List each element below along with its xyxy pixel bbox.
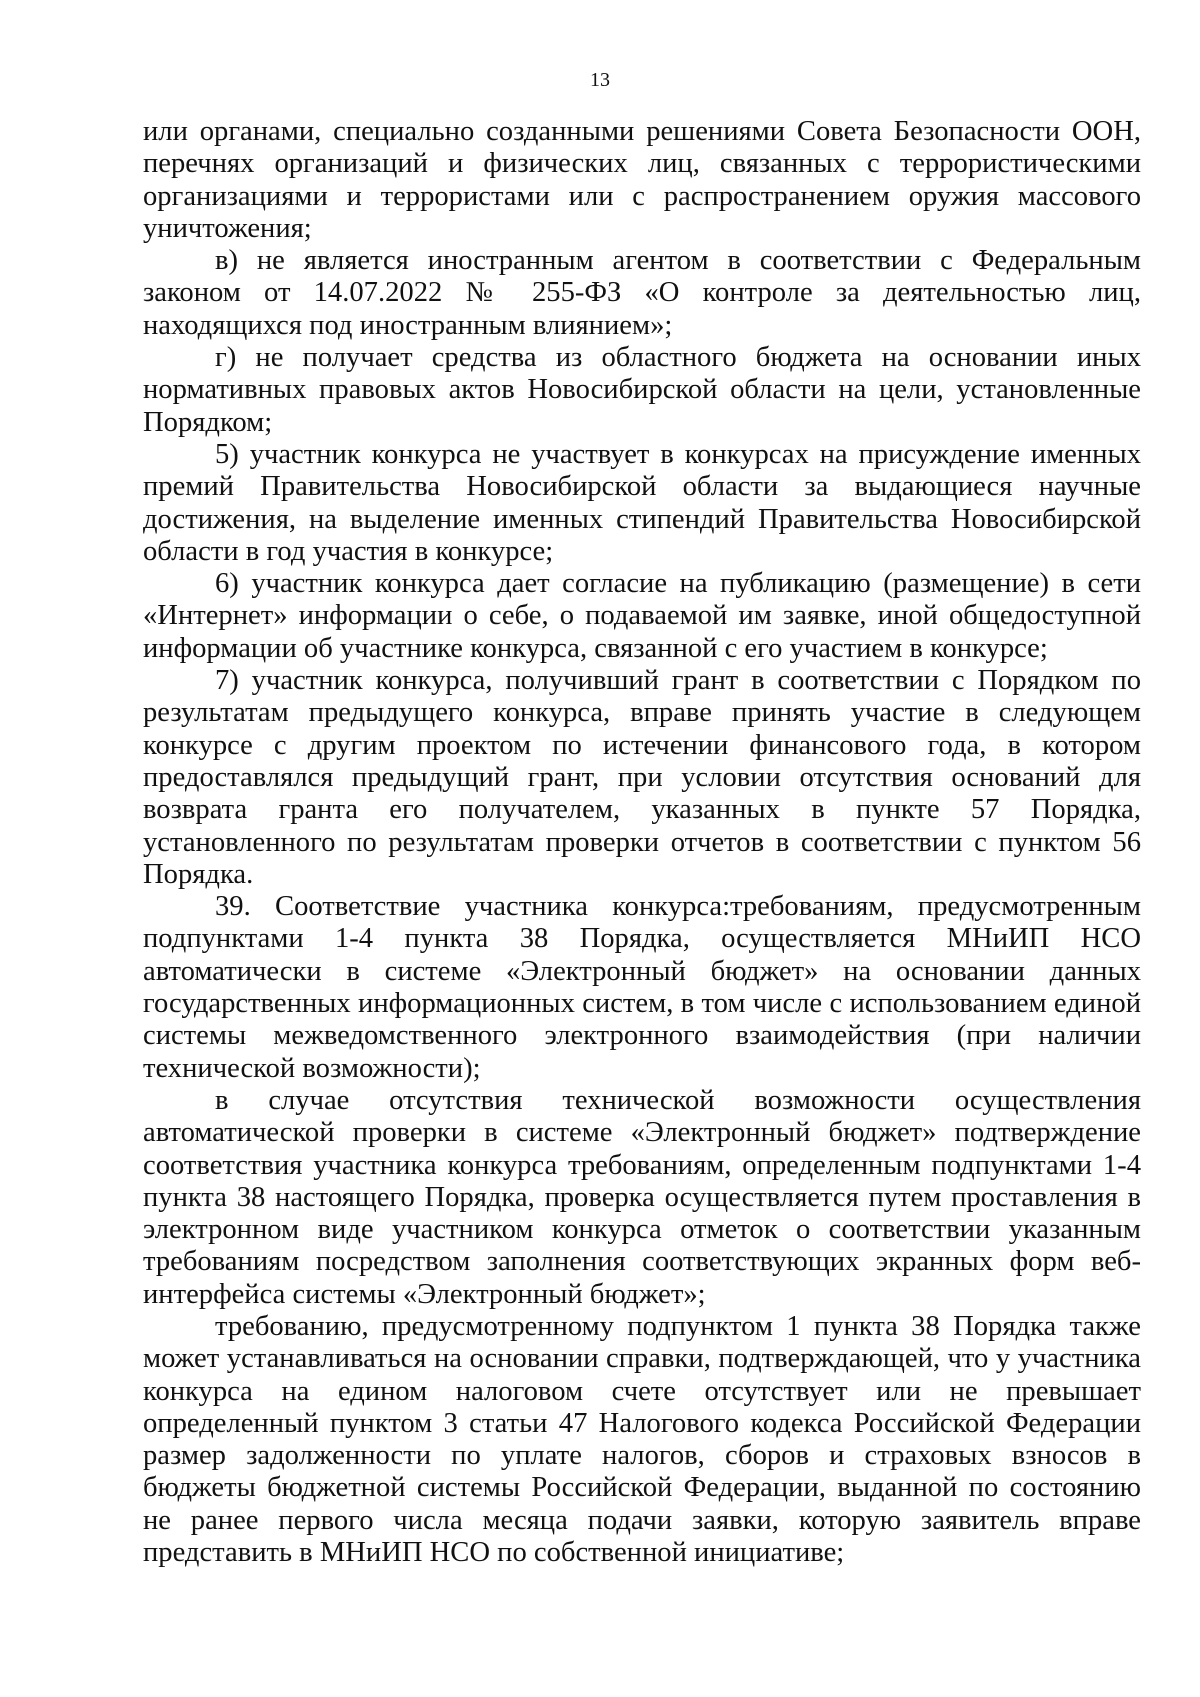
paragraph-item-7: 7) участник конкурса, получивший грант в соответствии с Порядком по результатам предыдущего конкурса, вправе принять участие в следующем конкурсе с другим проектом по истечении финансового года, в котором предоставлялся предыдущий грант, при условии отсутствия оснований для возврата гранта его получателем, указанных в пункте 57 Порядка, установленного по результатам проверки отчетов в соответствии с пунктом 56 Порядка. — [143, 665, 1141, 890]
document-body — [143, 116, 1141, 1569]
paragraph-no-technical-possibility: в случае отсутствия технической возможности осуществления автоматической проверки в системе «Электронный бюджет» подтверждение соответствия участника конкурса требованиям, определенным подпунктами 1-4 пункта 38 настоящего Порядка, проверка осуществляется путем проставления в электронном виде участником конкурса отметок о соответствии указанным требованиям посредством заполнения соответствующих экранных форм веб-интерфейса системы «Электронный бюджет»; — [143, 1084, 1141, 1310]
page-number: 13 — [590, 69, 610, 91]
paragraph-subitem-v: в) не является иностранным агентом в соответствии с Федеральным законом от 14.07.2022 № 255-ФЗ «О контроле за деятельностью лиц, находящихся под иностранным влиянием»; — [143, 245, 1141, 341]
paragraph-tax-certificate: требованию, предусмотренному подпунктом 1 пункта 38 Порядка также может устанавливаться на основании справки, подтверждающей, что у участника конкурса на едином налоговом счете отсутствует или не превышает определенный пунктом 3 статьи 47 Налогового кодекса Российской Федерации размер задолженности по уплате налогов, сборов и страховых взносов в бюджеты бюджетной системы Российской Федерации, выданной по состоянию не ранее первого числа месяца подачи заявки, которую заявитель вправе представить в МНиИП НСО по собственной инициативе; — [143, 1310, 1141, 1569]
paragraph-clause-39: 39. Соответствие участника конкурса:требованиям, предусмотренным подпунктами 1-4 пункта 38 Порядка, осуществляется МНиИП НСО автоматически в системе «Электронный бюджет» на основании данных государственных информационных систем, в том числе с использованием единой системы межведомственного электронного взаимодействия (при наличии технической возможности); — [143, 891, 1141, 1084]
paragraph-item-5: 5) участник конкурса не участвует в конкурсах на присуждение именных премий Правительства Новосибирской области за выдающиеся научные достижения, на выделение именных стипендий Правительства Новосибирской области в год участия в конкурсе; — [143, 438, 1141, 567]
paragraph-item-6: 6) участник конкурса дает согласие на публикацию (размещение) в сети «Интернет» информации о себе, о подаваемой им заявке, иной общедоступной информации об участнике конкурса, связанной с его участием в конкурсе; — [143, 568, 1141, 664]
paragraph-subitem-g: г) не получает средства из областного бюджета на основании иных нормативных правовых актов Новосибирской области на цели, установленные Порядком; — [143, 342, 1141, 438]
paragraph-continuation: или органами, специально созданными решениями Совета Безопасности ООН, перечнях организаций и физических лиц, связанных с террористическими организациями и террористами или с распространением оружия массового уничтожения; — [143, 116, 1141, 244]
